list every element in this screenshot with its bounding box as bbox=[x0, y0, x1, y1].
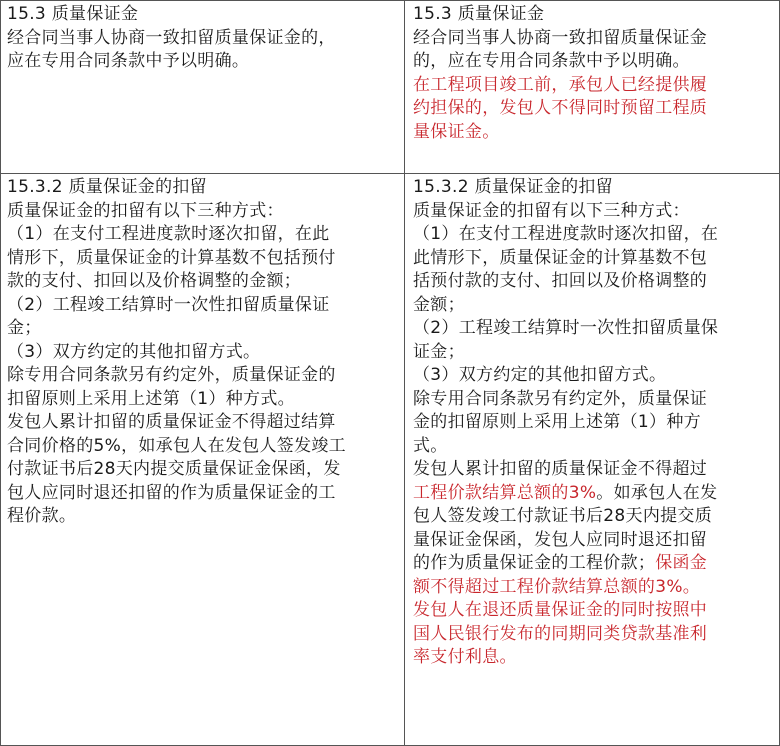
clause-line bbox=[413, 646, 773, 670]
clause-line: 发包人累计扣留的质量保证金不得超过结算 bbox=[7, 412, 336, 432]
added-clause-text: 国人民银行发布的同期同类贷款基准利 bbox=[413, 623, 708, 644]
revised-clause-cell bbox=[405, 1, 779, 173]
clause-text: 质量保证金的扣留有以下三种方式： bbox=[413, 200, 690, 221]
clause-line bbox=[413, 458, 773, 482]
clause-text: 括预付款的支付、扣回以及价格调整的 bbox=[413, 271, 708, 291]
clause-line: （1）在支付工程进度款时逐次扣留，在此 bbox=[7, 224, 330, 244]
clause-line bbox=[413, 411, 773, 435]
clause-text: 包人签发竣工付款证书后28天内提交质 bbox=[413, 506, 713, 526]
clause-line bbox=[413, 599, 773, 623]
section-heading: 15.3 质量保证金 bbox=[7, 4, 139, 24]
original-clause-cell bbox=[1, 174, 405, 745]
clause-line bbox=[413, 623, 773, 647]
clause-line bbox=[413, 341, 773, 365]
clause-line: 经合同当事人协商一致扣留质量保证金 bbox=[413, 27, 708, 48]
clause-line bbox=[413, 247, 773, 271]
added-clause-line: 约担保的，发包人不得同时预留工程质 bbox=[413, 98, 708, 118]
clause-text: 。如承包人在发 bbox=[596, 482, 718, 503]
clause-text: 发包人累计扣留的质量保证金不得超过 bbox=[413, 459, 708, 479]
clause-line: （3）双方约定的其他扣留方式。 bbox=[7, 341, 261, 362]
clause-line: 金； bbox=[7, 318, 42, 338]
clause-line: 包人应同时退还扣留的作为质量保证金的工 bbox=[7, 482, 336, 503]
clause-line: 的，应在专用合同条款中予以明确。 bbox=[413, 51, 690, 71]
clause-line: 付款证书后28天内提交质量保证金保函，发 bbox=[7, 459, 341, 479]
clause-line bbox=[413, 200, 773, 224]
added-clause-line: 在工程项目竣工前，承包人已经提供履 bbox=[413, 74, 708, 95]
clause-line: 应在专用合同条款中予以明确。 bbox=[7, 51, 250, 71]
clause-text: 式。 bbox=[413, 435, 448, 456]
table-row-15-3 bbox=[1, 1, 779, 174]
added-clause-text: 率支付利息。 bbox=[413, 647, 517, 667]
section-heading bbox=[413, 176, 773, 200]
added-clause-line: 量保证金。 bbox=[413, 121, 500, 142]
clause-line bbox=[413, 388, 773, 412]
clause-line bbox=[413, 505, 773, 529]
clause-text: 金额； bbox=[413, 294, 465, 315]
clause-text: （3）双方约定的其他扣留方式。 bbox=[413, 365, 667, 385]
revised-clause-cell bbox=[405, 174, 779, 745]
clause-line bbox=[413, 317, 773, 341]
clause-line bbox=[413, 270, 773, 294]
clause-line bbox=[413, 576, 773, 600]
original-clause-cell bbox=[1, 1, 405, 173]
clause-text: 金的扣留原则上采用上述第（1）种方 bbox=[413, 412, 701, 432]
clause-line: 扣留原则上采用上述第（1）种方式。 bbox=[7, 388, 295, 409]
clause-text: （2）工程竣工结算时一次性扣留质量保 bbox=[413, 318, 719, 338]
added-clause-text: 工程价款结算总额的3% bbox=[413, 482, 597, 503]
section-heading: 15.3 质量保证金 bbox=[413, 4, 545, 24]
clause-line bbox=[413, 364, 773, 388]
clause-line bbox=[413, 435, 773, 459]
clause-line: 经合同当事人协商一致扣留质量保证金的， bbox=[7, 27, 336, 48]
clause-line bbox=[413, 294, 773, 318]
clause-text: 此情形下，质量保证金的计算基数不包 bbox=[413, 247, 708, 268]
clause-line: 合同价格的5%，如承包人在发包人签发竣工 bbox=[7, 435, 346, 456]
clause-line bbox=[413, 223, 773, 247]
clause-text: 证金； bbox=[413, 341, 465, 362]
clause-line: 情形下，质量保证金的计算基数不包括预付 bbox=[7, 247, 336, 268]
clause-text: 的作为质量保证金的工程价款； bbox=[413, 553, 656, 573]
clause-line bbox=[413, 482, 773, 506]
added-clause-text: 保函金 bbox=[655, 553, 708, 573]
clause-text: 15.3.2 质量保证金的扣留 bbox=[413, 177, 613, 197]
section-heading: 15.3.2 质量保证金的扣留 bbox=[7, 177, 207, 197]
clause-line: 除专用合同条款另有约定外，质量保证金的 bbox=[7, 365, 336, 385]
clause-text: 量保证金保函，发包人应同时退还扣留 bbox=[413, 529, 708, 550]
added-clause-text: 发包人在退还质量保证金的同时按照中 bbox=[413, 600, 708, 620]
clause-line: 程价款。 bbox=[7, 506, 77, 526]
added-clause-text: 额不得超过工程价款结算总额的3%。 bbox=[413, 576, 701, 597]
clause-line: （2）工程竣工结算时一次性扣留质量保证 bbox=[7, 294, 330, 315]
clause-text: （1）在支付工程进度款时逐次扣留，在 bbox=[413, 224, 719, 244]
clause-line bbox=[413, 552, 773, 576]
clause-line: 款的支付、扣回以及价格调整的金额； bbox=[7, 271, 302, 291]
clause-line bbox=[413, 529, 773, 553]
clause-line: 质量保证金的扣留有以下三种方式： bbox=[7, 200, 284, 221]
clause-text: 除专用合同条款另有约定外，质量保证 bbox=[413, 388, 708, 409]
table-row-15-3-2 bbox=[1, 174, 779, 745]
